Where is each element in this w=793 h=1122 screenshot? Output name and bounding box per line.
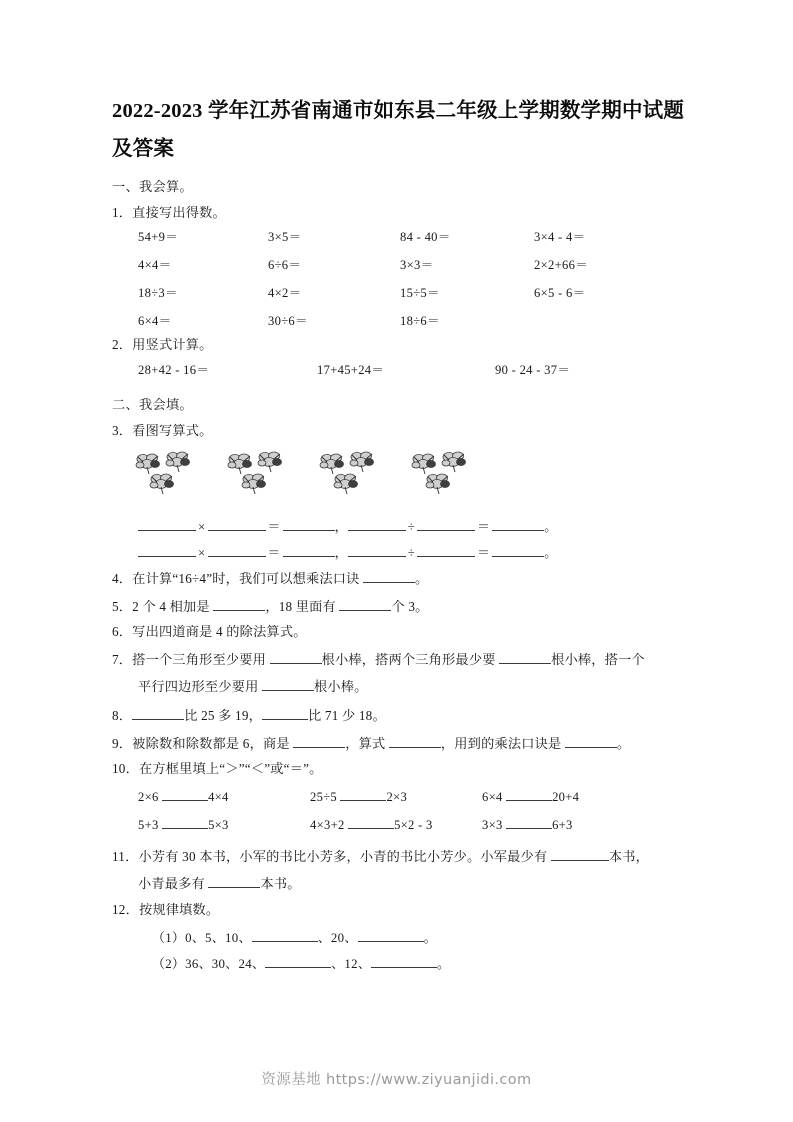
- multiply-symbol: ×: [198, 545, 206, 560]
- answer-blank[interactable]: [208, 543, 266, 557]
- question-4-text: 4．在计算“16÷4”时，我们可以想乘法口诀: [112, 570, 360, 586]
- question-1-grid: [112, 231, 690, 336]
- question-7-text-1: 7．搭一个三角形至少要用: [112, 652, 267, 668]
- divide-symbol: ÷: [407, 520, 416, 535]
- answer-blank[interactable]: [208, 517, 266, 531]
- flower-cluster: [318, 449, 390, 507]
- question-2-grid: [112, 364, 690, 390]
- answer-blank[interactable]: [162, 815, 208, 829]
- answer-blank[interactable]: [138, 517, 196, 531]
- answer-blank[interactable]: [213, 597, 265, 611]
- comparison-pair: [138, 815, 229, 832]
- question-7-text-3: 根小棒，搭一个: [551, 652, 645, 668]
- answer-blank[interactable]: [270, 650, 322, 664]
- comparison-pair: [138, 787, 229, 804]
- vcalc-item: 90 - 24 - 37＝: [495, 362, 571, 377]
- question-8-text-mid: 比 25 多 19，: [184, 707, 263, 723]
- comparison-left: 2×6: [138, 790, 159, 805]
- answer-blank[interactable]: [252, 928, 318, 942]
- footer-watermark: 资源基地 https://www.ziyuanjidi.com: [261, 1072, 532, 1088]
- comparison-left: 6×4: [482, 790, 503, 805]
- calc-item: 30÷6＝: [268, 314, 308, 329]
- question-11-text-1: 11．小芳有 30 本书，小军的书比小芳多，小青的书比小芳少。小军最少有: [112, 849, 548, 865]
- answer-blank[interactable]: [417, 517, 475, 531]
- answer-blank[interactable]: [132, 706, 184, 720]
- comparison-pair: [482, 815, 573, 832]
- question-4: [112, 569, 690, 585]
- answer-blank[interactable]: [565, 734, 617, 748]
- question-2-label: 2．用竖式计算。: [112, 337, 213, 353]
- question-9-text-3: ，用到的乘法口诀是: [440, 735, 562, 751]
- flower-icon: [332, 471, 362, 496]
- period: 。: [544, 545, 558, 560]
- comma: ，: [334, 520, 348, 535]
- comparison-pair: [310, 787, 407, 804]
- question-3-answer-row-2: [138, 543, 690, 560]
- question-5-text-mid: ，18 里面有: [265, 598, 336, 614]
- question-11-text-3: 小青最多有: [138, 876, 205, 892]
- flower-icon: [148, 471, 178, 496]
- comma: ，: [334, 545, 348, 560]
- question-12-sub-1: [152, 928, 690, 945]
- question-8: [112, 706, 690, 722]
- answer-blank[interactable]: [389, 734, 441, 748]
- answer-blank[interactable]: [417, 543, 475, 557]
- question-5: [112, 597, 690, 613]
- comparison-right: 20+4: [552, 790, 580, 805]
- question-11-text-4: 本书。: [260, 876, 301, 892]
- comparison-pair: [310, 815, 433, 832]
- answer-blank[interactable]: [283, 517, 335, 531]
- comparison-right: 4×4: [208, 790, 229, 805]
- calc-item: 84 - 40＝: [400, 230, 451, 245]
- answer-blank[interactable]: [358, 928, 424, 942]
- question-9-text-4: 。: [616, 735, 631, 751]
- answer-blank[interactable]: [363, 569, 415, 583]
- equals-symbol: ＝: [267, 520, 281, 535]
- question-12-sub-2: [152, 954, 690, 971]
- answer-blank[interactable]: [339, 597, 391, 611]
- comparison-left: 25÷5: [310, 790, 338, 805]
- answer-blank[interactable]: [506, 787, 552, 801]
- question-8-number: 8．: [112, 707, 133, 723]
- question-6-label: 6．写出四道商是 4 的除法算式。: [112, 624, 307, 640]
- equals-symbol: ＝: [267, 545, 281, 560]
- comparison-left: 3×3: [482, 818, 503, 833]
- answer-blank[interactable]: [492, 543, 544, 557]
- question-9-text-1: 9．被除数和除数都是 6，商是: [112, 735, 290, 751]
- question-3-label: 3．看图写算式。: [112, 422, 213, 438]
- document-body: [112, 180, 690, 980]
- question-9: [112, 734, 690, 750]
- question-12-sub2-mid: 、12、: [331, 956, 372, 971]
- calc-item: 2×2+66＝: [534, 258, 589, 273]
- answer-blank[interactable]: [340, 787, 386, 801]
- comparison-right: 6+3: [552, 818, 573, 833]
- answer-blank[interactable]: [371, 954, 437, 968]
- answer-blank[interactable]: [283, 543, 335, 557]
- flower-cluster: [134, 449, 206, 507]
- answer-blank[interactable]: [162, 787, 208, 801]
- question-5-text-suffix: 个 3。: [391, 598, 429, 614]
- answer-blank[interactable]: [293, 734, 345, 748]
- flower-icon: [240, 471, 270, 496]
- calc-item: 15÷5＝: [400, 286, 440, 301]
- question-12-sub2-prefix: （2）36、30、24、: [152, 956, 266, 971]
- answer-blank[interactable]: [348, 517, 406, 531]
- comparison-left: 5+3: [138, 818, 159, 833]
- flower-cluster: [226, 449, 298, 507]
- equals-symbol: ＝: [477, 520, 491, 535]
- answer-blank[interactable]: [506, 815, 552, 829]
- question-12-label: 12．按规律填数。: [112, 901, 220, 917]
- period: 。: [544, 520, 558, 535]
- answer-blank[interactable]: [262, 706, 308, 720]
- question-7-text-5: 根小棒。: [314, 679, 368, 695]
- page-title: 2022-2023 学年江苏省南通市如东县二年级上学期数学期中试题及答案: [112, 100, 685, 160]
- period: 。: [423, 930, 437, 945]
- answer-blank[interactable]: [262, 677, 314, 691]
- calc-item: 4×4＝: [138, 258, 172, 273]
- answer-blank[interactable]: [551, 847, 609, 861]
- question-10-label: 10．在方框里填上“＞”“＜”或“＝”。: [112, 761, 323, 777]
- question-11: [112, 847, 690, 890]
- question-8-text-suffix: 比 71 少 18。: [308, 707, 386, 723]
- question-5-text: 5．2 个 4 相加是: [112, 598, 210, 614]
- comparison-pair: [482, 787, 579, 804]
- question-12-sub1-prefix: （1）0、5、10、: [152, 930, 252, 945]
- comparison-right: 5×2 - 3: [394, 818, 433, 833]
- section-heading-two: 二、我会填。: [112, 396, 193, 412]
- question-11-continuation: [112, 874, 690, 890]
- comparison-right: 2×3: [386, 790, 408, 805]
- question-3-answer-row-1: [138, 517, 690, 534]
- calc-item: 18÷6＝: [400, 314, 440, 329]
- answer-blank[interactable]: [265, 954, 331, 968]
- period: 。: [415, 570, 429, 586]
- question-9-text-2: ，算式: [345, 735, 386, 751]
- answer-blank[interactable]: [138, 543, 196, 557]
- divide-symbol: ÷: [407, 545, 416, 560]
- question-12-sub1-mid: 、20、: [317, 930, 358, 945]
- answer-blank[interactable]: [348, 815, 394, 829]
- period: 。: [437, 956, 451, 971]
- flower-cluster: [410, 449, 482, 507]
- calc-item: 6÷6＝: [268, 258, 302, 273]
- multiply-symbol: ×: [198, 520, 206, 535]
- calc-item: 18÷3＝: [138, 286, 178, 301]
- question-7: [112, 650, 690, 693]
- calc-item: 6×4＝: [138, 314, 172, 329]
- question-7-text-4: 平行四边形至少要用: [138, 679, 259, 695]
- comparison-right: 5×3: [208, 818, 229, 833]
- flower-picture: [134, 449, 690, 511]
- calc-item: 6×5 - 6＝: [534, 286, 586, 301]
- question-1-label: 1．直接写出得数。: [112, 205, 226, 221]
- calc-item: 3×5＝: [268, 230, 302, 245]
- flower-icon: [424, 471, 454, 496]
- question-7-text-2: 根小棒，搭两个三角形最少要: [321, 652, 496, 668]
- calc-item: 4×2＝: [268, 286, 302, 301]
- equals-symbol: ＝: [477, 545, 491, 560]
- vcalc-item: 28+42 - 16＝: [138, 362, 210, 377]
- answer-blank[interactable]: [208, 874, 260, 888]
- section-heading-one: 一、我会算。: [112, 179, 193, 194]
- calc-item: 3×3＝: [400, 258, 434, 273]
- calc-item: 3×4 - 4＝: [534, 230, 586, 245]
- answer-blank[interactable]: [492, 517, 544, 531]
- calc-item: 54+9＝: [138, 230, 179, 245]
- vcalc-item: 17+45+24＝: [317, 362, 385, 377]
- comparison-left: 4×3+2: [310, 818, 345, 833]
- question-10-grid: [112, 787, 690, 843]
- question-7-continuation: [112, 677, 690, 693]
- answer-blank[interactable]: [348, 543, 406, 557]
- question-11-text-2: 本书，: [608, 849, 649, 865]
- answer-blank[interactable]: [499, 650, 551, 664]
